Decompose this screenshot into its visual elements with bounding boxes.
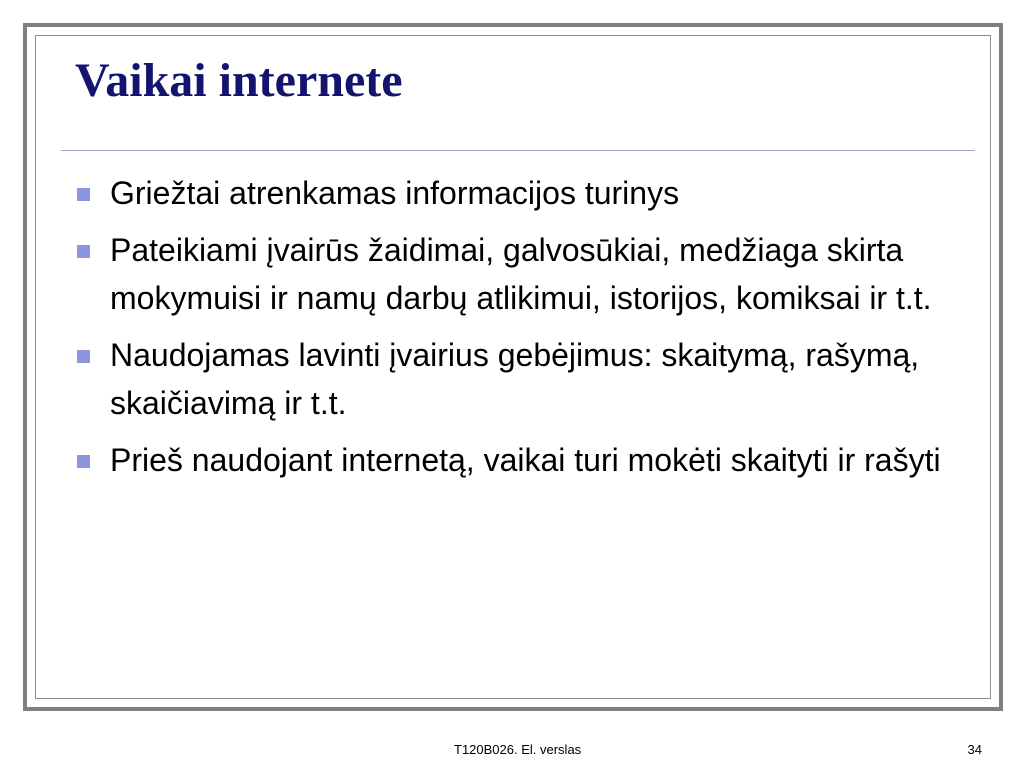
square-bullet-icon xyxy=(77,455,90,468)
bullet-text: Pateikiami įvairūs žaidimai, galvosūkiai, medžiaga skirta mokymuisi ir namų darbų atlikimui, istorijos, komiksai ir t.t. xyxy=(110,232,932,316)
square-bullet-icon xyxy=(77,188,90,201)
slide-title: Vaikai internete xyxy=(75,54,403,107)
bullet-text: Naudojamas lavinti įvairius gebėjimus: skaitymą, rašymą, skaičiavimą ir t.t. xyxy=(110,337,920,421)
bullet-text: Prieš naudojant internetą, vaikai turi mokėti skaityti ir rašyti xyxy=(110,442,941,478)
bullet-item xyxy=(27,169,987,217)
title-divider xyxy=(61,150,975,151)
footer-course-label: T120B026. El. verslas xyxy=(454,742,582,757)
bullet-item xyxy=(27,226,987,322)
square-bullet-icon xyxy=(77,245,90,258)
square-bullet-icon xyxy=(77,350,90,363)
bullet-item xyxy=(27,331,987,427)
bullet-item xyxy=(27,436,987,484)
bullet-list xyxy=(27,169,987,493)
slide-frame xyxy=(23,23,1003,711)
bullet-text: Griežtai atrenkamas informacijos turinys xyxy=(110,175,680,211)
slide-footer xyxy=(0,738,1024,762)
page-number: 34 xyxy=(967,742,982,757)
